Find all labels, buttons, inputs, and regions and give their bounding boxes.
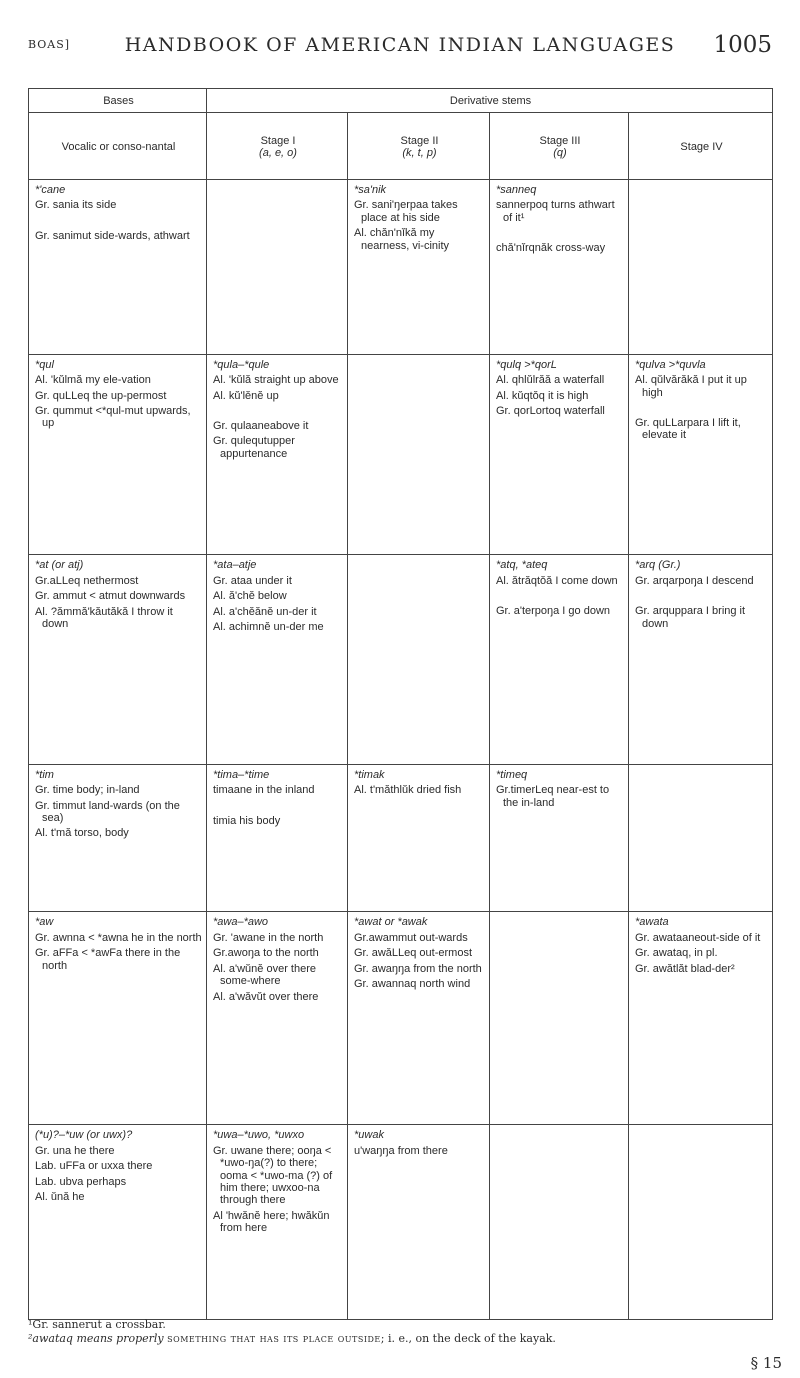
stem-example: Al. a'wăvŭt over there	[213, 990, 319, 1003]
stem-form: *at (or atj)	[35, 559, 84, 572]
stem-example: u'waŋŋa from there	[354, 1144, 448, 1157]
header-vocalic: Vocalic or conso-nantal	[29, 113, 207, 180]
stem-example: Gr. una he there	[35, 1144, 115, 1157]
cell-s3	[490, 1125, 629, 1320]
cell-base	[29, 180, 207, 355]
stem-example: Al. t'mă torso, body	[35, 827, 129, 840]
cell-base	[29, 354, 207, 555]
stem-example: Gr. quLLeq the up-permost	[35, 389, 167, 402]
stem-form: *awat or *awak	[354, 916, 428, 929]
table-row	[29, 912, 773, 1125]
stem-form: *sa'nik	[354, 184, 387, 196]
stem-example: Al. 'kŭlmă my ele-vation	[35, 374, 151, 387]
header-title: HANDBOOK OF AMERICAN INDIAN LANGUAGES	[124, 34, 676, 56]
stem-example: Gr. a'terpoŋa I go down	[496, 605, 611, 618]
page-header	[28, 34, 772, 60]
cell-base	[29, 764, 207, 912]
stem-example: Al. qŭlvărăkă I put it up high	[635, 374, 747, 399]
table-row	[29, 180, 773, 355]
stem-example	[496, 227, 624, 239]
header-stage-3: Stage III (q)	[490, 113, 629, 180]
stem-example: Gr. ammut < atmut downwards	[35, 590, 186, 603]
stem-example: Al. t'măthlŭk dried fish	[354, 784, 462, 797]
cell-s2	[348, 912, 490, 1125]
stem-example: Gr. sanimut side-wards, athwart	[35, 229, 190, 242]
stem-form: *tim	[35, 768, 54, 781]
stem-example: Gr. awaŋŋa from the north	[354, 962, 482, 975]
stem-form: *'cane	[35, 184, 66, 196]
page-number: 1005	[713, 32, 772, 58]
stem-example: Gr. qulaaneabove it	[213, 420, 309, 433]
header-stage-1: Stage I (a, e, o)	[207, 113, 348, 180]
stem-form: *qula–*qule	[213, 358, 270, 371]
stem-form: *tima–*time	[213, 768, 270, 781]
cell-s4	[629, 764, 773, 912]
stem-example: Gr. time body; in-land	[35, 784, 140, 797]
stems-table	[28, 88, 773, 1320]
stem-example: Al. 'kŭlă straight up above	[213, 374, 339, 387]
cell-s3	[490, 912, 629, 1125]
cell-s2	[348, 555, 490, 764]
stem-example: sannerpoq turns athwart of it¹	[496, 199, 615, 224]
cell-s4	[629, 180, 773, 355]
stem-example	[35, 215, 202, 227]
stem-example: Gr. ataa under it	[213, 574, 292, 587]
stem-example: Gr.aLLeq nethermost	[35, 574, 139, 587]
cell-s1	[207, 180, 348, 355]
stem-example: Gr. qummut <*qul-mut upwards, up	[35, 405, 191, 430]
header-stage-4: Stage IV	[629, 113, 773, 180]
footnote-2: ²awataq means properly something that has its place outside; i. e., on the deck of the kayak.	[28, 1332, 556, 1345]
stem-example: Al. achimnĕ un-der me	[213, 621, 324, 634]
cell-s4	[629, 555, 773, 764]
stem-example: Gr. aFFa < *awFa there in the north	[35, 947, 181, 972]
stem-form: *qulva >*quvla	[635, 358, 706, 371]
stem-form: *ata–atje	[213, 559, 257, 572]
stem-example: Al. ŭnă he	[35, 1191, 85, 1204]
stem-form: *qul	[35, 358, 54, 371]
stem-form: *qulq >*qorL	[496, 358, 557, 371]
stem-example: Gr. sania its side	[35, 199, 117, 212]
stem-example: Gr. arquppara I bring it down	[635, 605, 746, 630]
stem-example: Gr. awannaq north wind	[354, 978, 471, 991]
stem-form: *uwak	[354, 1129, 384, 1142]
stem-example: Gr. awăLLeq out-ermost	[354, 947, 473, 960]
footnote-1: ¹Gr. sannerut a crossbar.	[28, 1318, 166, 1331]
cell-s1	[207, 354, 348, 555]
stem-example: Gr. arqarpoŋa I descend	[635, 574, 754, 587]
stem-form: *aw	[35, 916, 54, 929]
stem-example: Gr.awammut out-wards	[354, 931, 468, 944]
stem-example	[213, 800, 343, 812]
stem-example: Gr. sani'ŋerpaa takes place at his side	[354, 199, 458, 224]
table-row	[29, 1125, 773, 1320]
stem-example: chă'nĭrqnăk cross-way	[496, 242, 606, 255]
stem-example: timia his body	[213, 814, 281, 827]
cell-base	[29, 555, 207, 764]
stem-example: Gr. qorLortoq waterfall	[496, 405, 605, 418]
stem-example: Gr.awoŋa to the north	[213, 947, 319, 960]
stem-form: (*u)?–*uw (or uwx)?	[35, 1129, 133, 1142]
cell-s2	[348, 180, 490, 355]
header-derivative-stems: Derivative stems	[207, 89, 773, 113]
stem-example	[496, 590, 624, 602]
stem-example: Al. a'wŭnĕ over there some-where	[213, 962, 316, 988]
stem-example: Al. ?ămmă'kăutăkă I throw it down	[35, 605, 173, 631]
stem-form: *awa–*awo	[213, 916, 269, 929]
stem-example: Lab. uFFa or uxxa there	[35, 1160, 153, 1173]
table-row	[29, 354, 773, 555]
stem-form: *sanneq	[496, 184, 537, 196]
stem-form: *arq (Gr.)	[635, 559, 681, 572]
stem-example	[635, 590, 768, 602]
stem-example	[213, 405, 343, 417]
stem-example: Al. a'chĕănĕ un-der it	[213, 605, 317, 618]
stem-example: Gr. timmut land-wards (on the sea)	[35, 799, 180, 824]
stem-form: *timeq	[496, 768, 528, 781]
stem-example: Gr. qulequtupper appurtenance	[213, 435, 295, 460]
table-row	[29, 764, 773, 912]
cell-s3	[490, 555, 629, 764]
stem-example: Gr. awătlăt blad-der²	[635, 962, 735, 975]
stem-example: timaane in the inland	[213, 784, 315, 797]
section-number: § 15	[750, 1354, 782, 1372]
stem-example: Al. qhlŭlrăă a waterfall	[496, 374, 605, 387]
cell-s3	[490, 354, 629, 555]
cell-base	[29, 1125, 207, 1320]
stem-example	[635, 402, 768, 414]
cell-s1	[207, 764, 348, 912]
cell-base	[29, 912, 207, 1125]
stem-example: Al. ătrăqtŏă I come down	[496, 574, 618, 587]
stem-example: Al 'hwănĕ here; hwăkŭn from here	[213, 1209, 330, 1235]
stem-example: Lab. ubva perhaps	[35, 1175, 127, 1188]
table-body	[29, 180, 773, 1320]
cell-s2	[348, 1125, 490, 1320]
cell-s4	[629, 354, 773, 555]
stem-example: Gr. quLLarpara I lift it, elevate it	[635, 417, 741, 442]
header-author: BOAS]	[28, 38, 71, 51]
cell-s3	[490, 180, 629, 355]
stem-form: *atq, *ateq	[496, 559, 548, 572]
cell-s4	[629, 912, 773, 1125]
cell-s1	[207, 912, 348, 1125]
stem-example: Gr. awataaneout-side of it	[635, 931, 761, 944]
stem-form: *uwa–*uwo, *uwxo	[213, 1129, 305, 1142]
stem-example: Al. kŭqtŏq it is high	[496, 389, 589, 402]
header-bases: Bases	[29, 89, 207, 113]
stem-example: Gr. 'awane in the north	[213, 931, 324, 944]
stem-example: Gr. uwane there; ooŋa < *uwo-ŋa(?) to there; ooma < *uwo-ma (?) of him there; uwxoo-na through there	[213, 1144, 333, 1207]
stem-form: *timak	[354, 768, 385, 781]
header-stage-2: Stage II (k, t, p)	[348, 113, 490, 180]
table-row	[29, 555, 773, 764]
stem-example: Gr. awnna < *awna he in the north	[35, 931, 202, 944]
cell-s4	[629, 1125, 773, 1320]
stem-example: Gr. awataq, in pl.	[635, 947, 718, 960]
stem-example: Al. kŭ'lĕnĕ up	[213, 389, 279, 402]
stem-example: Al. chăn'nĭkă my nearness, vi-cinity	[354, 227, 450, 252]
cell-s1	[207, 1125, 348, 1320]
stem-example: Gr.timerLeq near-est to the in-land	[496, 784, 610, 809]
footnotes	[28, 1318, 788, 1346]
stem-form: *awata	[635, 916, 669, 929]
cell-s1	[207, 555, 348, 764]
cell-s2	[348, 354, 490, 555]
stem-example: Al. ă'chĕ below	[213, 590, 287, 603]
cell-s3	[490, 764, 629, 912]
cell-s2	[348, 764, 490, 912]
